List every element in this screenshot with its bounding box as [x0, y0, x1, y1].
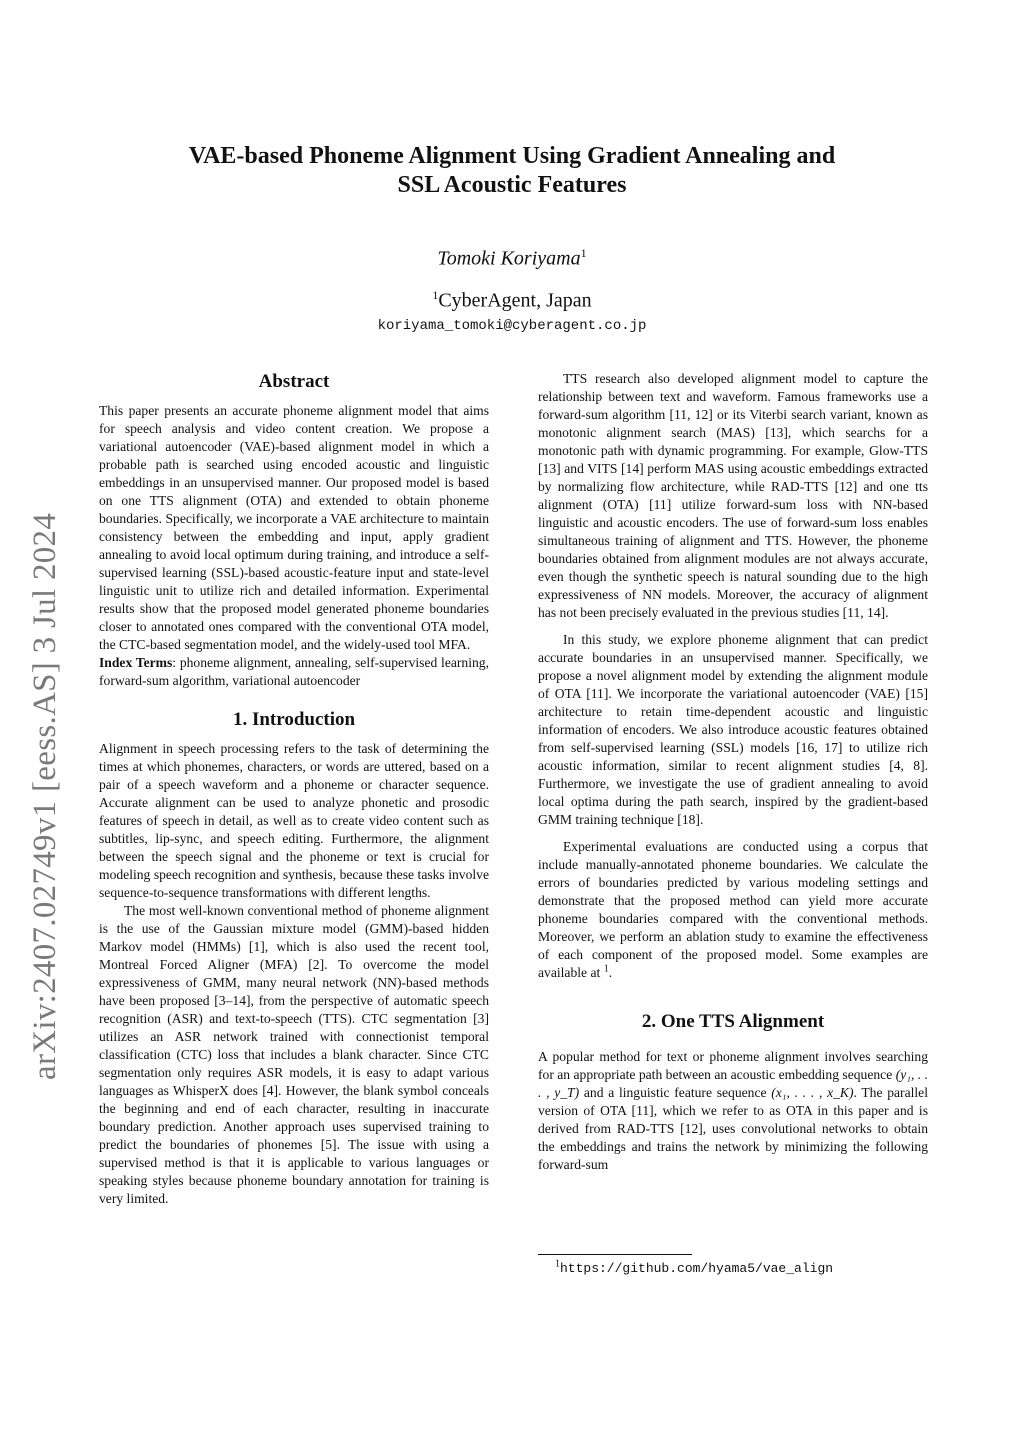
affiliation-line [0, 288, 1024, 313]
paper-title [100, 142, 924, 200]
ota-text-a: A popular method for text or phoneme alignment involves searching for an appropriate path between an acoustic embedding sequence [538, 1049, 928, 1082]
affiliation-mark: 1 [432, 288, 439, 302]
author-mark: 1 [580, 246, 587, 260]
intro-paragraph-5-text: Experimental evaluations are conducted using a corpus that include manually-annotated phoneme boundaries. We calculate the errors of boundaries predicted by various modeling settings and demonstrate that the proposed method can yield more accurate phoneme boundaries compared with the conventional methods. Moreover, we perform an ablation study to examine the effectiveness of each component of the proposed model. Some examples are available at [538, 839, 928, 980]
intro-paragraph-2: The most well-known conventional method of phoneme alignment is the use of the Gaussian mixture model (GMM)-based hidden Markov model (HMMs) [1], which is also used the recent tool, Montreal Forced Aligner (MFA) [2]. To overcome the model expressiveness of GMM, many neural network (NN)-based methods have been proposed [3–14], from the perspective of automatic speech recognition (ASR) and text-to-speech (TTS). CTC segmentation [3] utilizes an ASR network trained with connectionist temporal classification (CTC) loss that includes a blank character. Since CTC segmentation only requires ASR models, it is easy to adapt various languages as WhisperX does [4]. However, the blank symbol conceals the beginning and end of each character, resulting in inaccurate boundary prediction. Another approach uses supervised training to predict the boundaries of phonemes [5]. The issue with using a supervised method is that it is applicable to various languages or speaking styles because phoneme boundary annotation for training is very limited. [99, 903, 489, 1206]
index-terms [99, 654, 489, 690]
ota-paragraph-1 [538, 1048, 928, 1174]
affiliation-text: CyberAgent, Japan [438, 289, 592, 312]
intro-paragraph-4: In this study, we explore phoneme alignment that can predict accurate boundaries in an unsupervised manner. Specifically, we propose a novel alignment model by extending the alignment module of OTA [11]. We incorporate the variational autoencoder (VAE) [15] architecture to retain time-dependent acoustic and linguistic information of encoders. We also introduce acoustic features obtained from self-supervised learning (SSL) models [16, 17] to utilize rich acoustic information, similar to recent alignment studies [4, 8]. Furthermore, we investigate the use of gradient annealing to avoid local optima during the path search, inspired by the gradient-based GMM training technique [18]. [538, 632, 928, 827]
footnote-url[interactable]: https://github.com/hyama5/vae_align [560, 1261, 834, 1276]
intro-paragraph-5-end: . [608, 965, 613, 980]
footnote-mark: 1 [555, 1258, 560, 1270]
ota-text-b: and a linguistic feature sequence [583, 1085, 767, 1100]
index-terms-label: Index Terms [99, 655, 173, 670]
section-1-heading: 1. Introduction [232, 709, 356, 730]
author-line [0, 246, 1024, 271]
author-email[interactable]: koriyama_tomoki@cyberagent.co.jp [377, 318, 647, 334]
intro-paragraph-3: TTS research also developed alignment model to capture the relationship between text and waveform. Famous frameworks use a forward-sum algorithm [11, 12] or its Viterbi search variant, known as monotonic alignment search (MAS) [13], which searchs for a monotonic path with dynamic programming. For example, Glow-TTS [13] and VITS [14] perform MAS using acoustic embeddings extracted by normalizing flow architecture, while RAD-TTS [12] and one tts alignment (OTA) [11] utilize forward-sum loss with NN-based linguistic and acoustic encoders. The use of forward-sum loss enables simultaneous training of alignment and TTS. However, the phoneme boundaries obtained from alignment modules are not always accurate, even though the synthetic speech is natural sounding due to the high expressiveness of NN models. Moreover, the accuracy of alignment has not been precisely evaluated in the previous studies [11, 14]. [538, 371, 928, 620]
index-terms-text: : phoneme alignment, annealing, self-supervised learning, forward-sum algorithm, variational autoencoder [99, 655, 489, 688]
footnote-ref[interactable]: 1 [603, 963, 609, 975]
section-2-heading: 2. One TTS Alignment [641, 1011, 825, 1032]
title-line-1: VAE-based Phoneme Alignment Using Gradient Annealing and [188, 143, 836, 169]
acoustic-sequence-math: (y₁, . . . , y_T) [538, 1067, 929, 1100]
ota-text-c: . The parallel version of OTA [11], which we refer to as OTA in this paper and is derived from RAD-TTS [12], uses convolutional networks to obtain the embeddings and trains the network by minimizing the following forward-sum [538, 1085, 928, 1172]
author-name: Tomoki Koriyama [437, 247, 581, 270]
title-line-2: SSL Acoustic Features [397, 172, 627, 198]
footnote-divider [538, 1254, 692, 1255]
abstract-body: This paper presents an accurate phoneme alignment model that aims for speech analysis and video content creation. We propose a variational autoencoder (VAE)-based alignment model in which a probable path is searched using encoded acoustic and linguistic embeddings in an unsupervised manner. Our proposed model is based on one TTS alignment (OTA) and extended to obtain phoneme boundaries. Specifically, we incorporate a VAE architecture to maintain consistency between the embedding and input, apply gradient annealing to avoid local optimum during training, and introduce a self-supervised learning (SSL)-based acoustic-feature input and state-level linguistic unit to utilize rich and detailed information. Experimental results show that the proposed model generated phoneme boundaries closer to annotated ones compared with the conventional OTA model, the CTC-based segmentation model, and the widely-used tool MFA. [99, 403, 489, 652]
intro-paragraph-1: Alignment in speech processing refers to the task of determining the times at which phonemes, characters, or words are uttered, based on a pair of a speech waveform and a phoneme or character sequence. Accurate alignment can be used to analyze phonetic and prosodic features of speech in detail, as well as to create video content such as subtitles, lip-sync, and speech editing. Furthermore, the alignment between the speech signal and the phoneme or text is crucial for modeling speech recognition and synthesis, because these tasks involve sequence-to-sequence transformations with different lengths. [99, 741, 489, 900]
linguistic-sequence-math: (x₁, . . . , x_K) [771, 1085, 854, 1100]
arxiv-watermark: arXiv:2407.02749v1 [eess.AS] 3 Jul 2024 [27, 512, 63, 1080]
footnote [555, 1258, 834, 1276]
left-column [99, 370, 489, 1208]
right-column [538, 370, 928, 1174]
abstract-heading: Abstract [258, 371, 330, 392]
intro-paragraph-5 [538, 838, 928, 982]
